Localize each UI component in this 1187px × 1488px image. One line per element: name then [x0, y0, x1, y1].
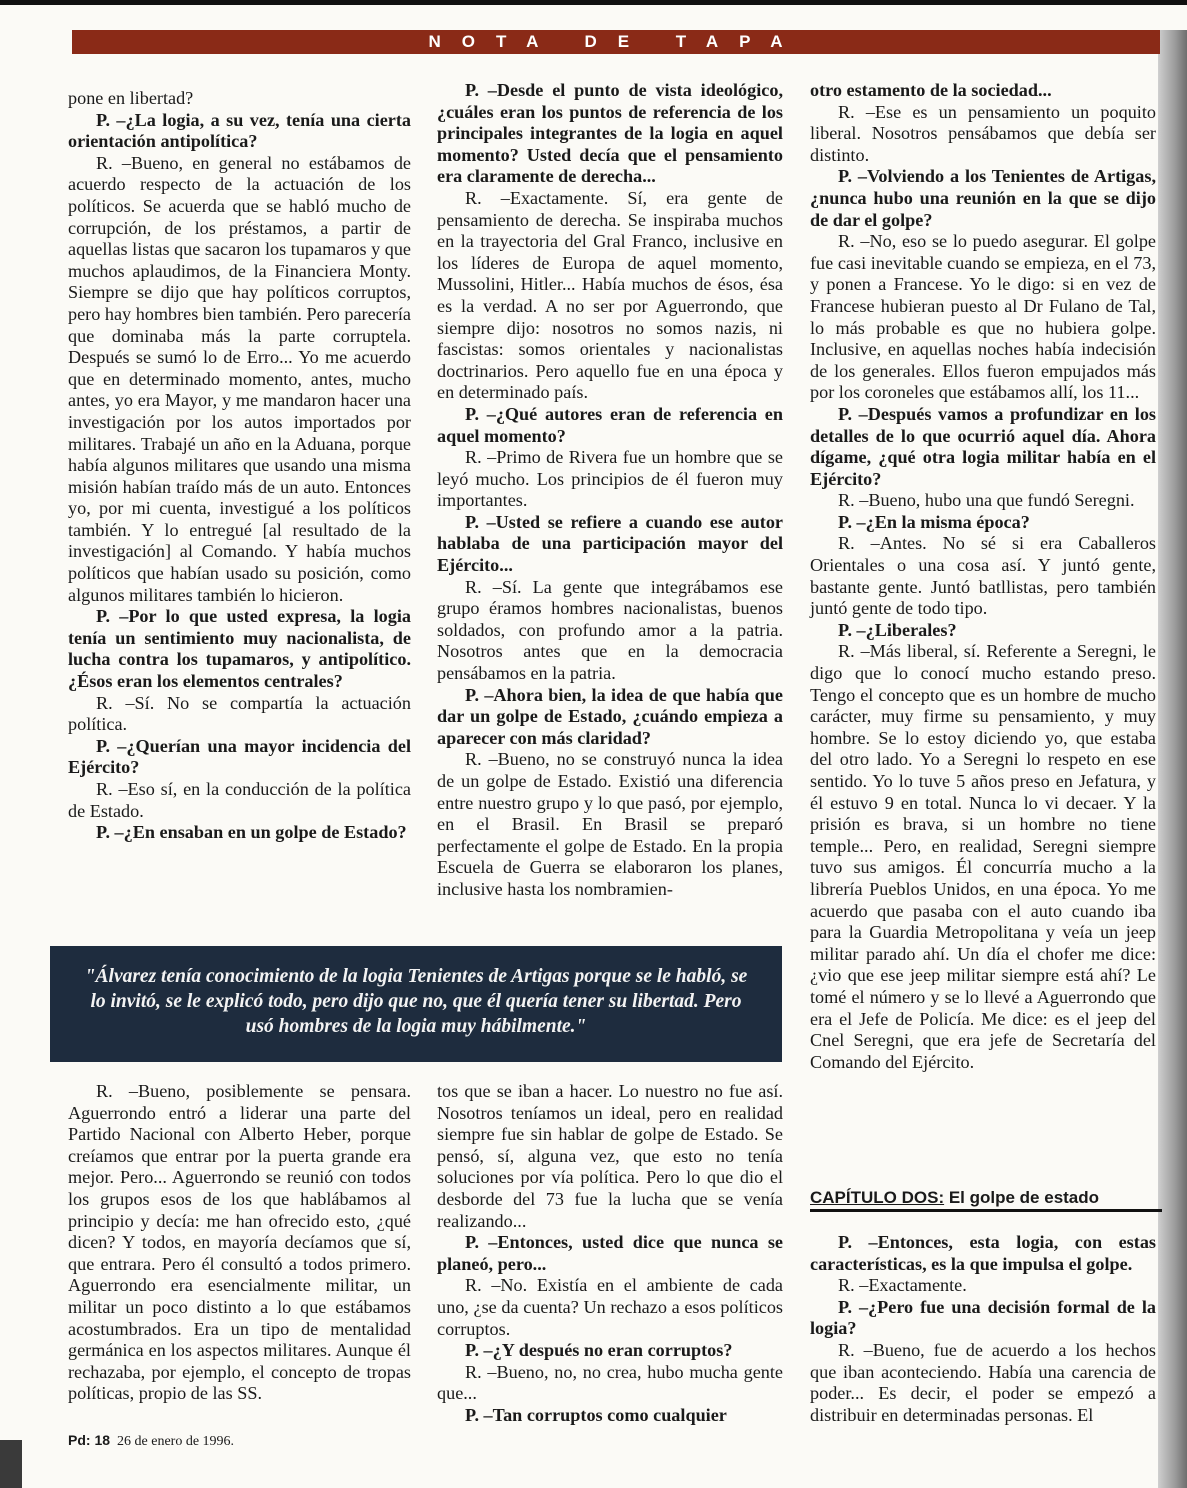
chapter-label: CAPÍTULO DOS: [810, 1188, 945, 1207]
interview-answer: R. –Ese es un pensamiento un poquito liberal. Nosotros pensábamos que debía ser distinto. [810, 101, 1156, 165]
interview-answer: R. –No. Existía en el ambiente de cada uno, ¿se da cuenta? Un rechazo a esos políticos corruptos. [437, 1275, 783, 1339]
interview-answer: R. –Sí. La gente que integrábamos ese grupo éramos hombres nacionalistas, buenos soldados, con profundo amor a la patria. Nosotros antes que en la democracia pensábamos en la patria. [437, 576, 783, 684]
interview-question: P. –¿Liberales? [838, 619, 957, 640]
page-footer [68, 1432, 234, 1450]
interview-answer: R. –Sí. No se compartía la actuación política. [68, 692, 411, 735]
interview-answer: R. –Bueno, no se construyó nunca la idea de un golpe de Estado. Existió una diferencia entre nuestro grupo y lo que pasó, por ejemplo, en el Brasil. En Brasil se preparó perfectamente el golpe de Estado. En la propia Escuela de Guerra se elaboraron los planes, inclusive hasta los nombramien- [437, 749, 783, 899]
interview-question: P. –¿En ensaban en un golpe de Estado? [96, 822, 407, 843]
chapter-heading [810, 1188, 1162, 1212]
issue-date: 26 de enero de 1996. [117, 1434, 235, 1449]
interview-question: otro estamento de la sociedad... [810, 80, 1052, 100]
interview-answer: pone en libertad? [68, 88, 194, 108]
interview-answer: tos que se iban a hacer. Lo nuestro no fue así. Nosotros teníamos un ideal, pero en realidad siempre fue sin hablar de golpe de Estado. Se pensó, sí, alguna vez, que esto no tenía soluciones por vía política. Pero lo que dio el desborde del 73 fue la lucha que se venía realizando... [437, 1081, 783, 1231]
interview-question: P. –¿Pero fue una decisión formal de la logia? [810, 1296, 1156, 1339]
text-column-2 [437, 80, 783, 901]
interview-question: P. –¿Querían una mayor incidencia del Ejército? [68, 735, 411, 778]
interview-question: P. –Volviendo a los Tenientes de Artigas, ¿nunca hubo una reunión en la que se dijo de dar el golpe? [810, 166, 1156, 230]
interview-question: P. –Ahora bien, la idea de que había que dar un golpe de Estado, ¿cuándo empieza a aparecer con más claridad? [437, 684, 783, 748]
interview-question: P. –¿La logia, a su vez, tenía una cierta orientación antipolítica? [68, 109, 411, 152]
interview-question: P. –¿Qué autores eran de referencia en aquel momento? [437, 403, 783, 446]
text-column-4 [68, 1081, 411, 1405]
pull-quote: "Álvarez tenía conocimiento de la logia Tenientes de Artigas porque se le habló, se lo invitó, se le explicó todo, pero dijo que no, que él quería tener su libertad. Pero usó hombres de la logia muy hábilmente." [50, 946, 782, 1062]
text-column-1 [68, 88, 411, 844]
interview-answer: R. –Bueno, no, no crea, hubo mucha gente que... [437, 1361, 783, 1404]
page-number: Pd: 18 [68, 1432, 111, 1448]
text-column-6 [810, 1232, 1156, 1426]
binding-mark [0, 1440, 22, 1488]
interview-question: P. –Entonces, esta logia, con estas características, es la que impulsa el golpe. [810, 1232, 1156, 1274]
interview-answer: R. –Más liberal, sí. Referente a Seregni, le digo que lo conocí mucho estando preso. Tengo el concepto que es un hombre de mucho carácter, muy firme su pensamiento, y muy hombre. Se lo estoy diciendo yo, que estaba del otro lado. Yo a Seregni lo respeto en ese sentido. Yo lo tuve 5 años preso en Jefatura, y él estuvo 9 en total. Nunca lo vi decaer. Y la prisión es brava, si un hombre no tiene temple... Pero, en realidad, Seregni siempre tuvo sus amigos. Él concurría mucho a la librería Pueblos Unidos, en una época. Yo me acuerdo que pasaba con el auto cuando iba para la Guardia Metropolitana y veía un jeep militar parado ahí. Un día el chofer me dice: ¿vio que ese jeep militar siempre está ahí? Le tomé el número y se lo llevé a Aguerrondo que era el Jefe de Policía. Me dice: es el jeep del Cnel Seregni, que era jefe de Secretaría del Comando del Ejército. [810, 641, 1156, 1072]
interview-question: P. –Entonces, usted dice que nunca se planeó, pero... [437, 1232, 783, 1274]
interview-question: P. –Usted se refiere a cuando ese autor hablaba de una participación mayor del Ejército... [437, 511, 783, 576]
interview-answer: R. –Primo de Rivera fue un hombre que se leyó mucho. Los principios de él fueron muy importantes. [437, 447, 783, 511]
interview-question: P. –Por lo que usted expresa, la logia tenía un sentimiento muy nacionalista, de lucha contra los tupamaros, y antipolítico. ¿Ésos eran los elementos centrales? [68, 606, 411, 692]
section-header: NOTA DE TAPA [72, 30, 1160, 54]
interview-answer: R. –Bueno, posiblemente se pensara. Aguerrondo entró a liderar una parte del Partido Nacional con Alberto Heber, porque creíamos que entrar por la puerta grande era mejor. Pero... Aguerrondo se reunió con todos los grupos esos de los que hablábamos al principio y decía: me han ofrecido esto, ¿qué dicen? Y todos, en mayoría decíamos que sí, que entrara. Pero él consultó a todos primero. Aguerrondo era esencialmente militar, un militar un poco distinto a lo que estábamos acostumbrados. Era un tipo de mentalidad germánica en los aspectos militares. Aunque él rechazaba, por ejemplo, el concepto de tropas políticas, propio de las SS. [68, 1081, 411, 1404]
chapter-title: El golpe de estado [944, 1188, 1100, 1207]
text-column-3 [810, 80, 1156, 1073]
interview-answer: R. –Antes. No sé si era Caballeros Orientales o una cosa así. Y juntó gente, bastante gente. Juntó batllistas, pero también juntó gente de todo tipo. [810, 533, 1156, 619]
interview-answer: R. –Eso sí, en la conducción de la política de Estado. [68, 779, 411, 821]
interview-answer: R. –Bueno, en general no estábamos de acuerdo respecto de la actuación de los políticos. Se acuerda que se habló mucho de corrupción, de los préstamos, a partir de aquellas listas que sacaron los tupamaros y que muchos aplaudimos, de la Financiera Monty. Siempre se dijo que hay políticos corruptos, pero hay hombres bien también. Pero parecería que dominaba más la parte corruptela. Después se sumó lo de Erro... Yo me acuerdo que en determinado momento, antes, mucho antes, yo era Mayor, y me mandaron hacer una investigación por los autos importados por militares. Trabajé un año en la Aduana, porque había algunos militares que usando una misma misión habían traído más de un auto. Entonces yo, por mi cuenta, investigué a los políticos también. Y lo entregué [al resultado de la investigación] al Comando. Y había muchos políticos que habían usado su posición, como algunos militares también lo hicieron. [68, 152, 411, 605]
interview-answer: R. –Bueno, fue de acuerdo a los hechos que iban aconteciendo. Había una carencia de poder... Es decir, el poder se empezó a distribuir en determinadas personas. El [810, 1339, 1156, 1425]
page-fold-edge [1158, 30, 1187, 1488]
interview-question: P. –Después vamos a profundizar en los detalles de lo que ocurrió aquel día. Ahora dígame, ¿qué otra logia militar había en el Ejército? [810, 403, 1156, 489]
interview-answer: R. –No, eso se lo puedo asegurar. El golpe fue casi inevitable cuando se empieza, en el 73, y ponen a Francese. Yo le digo: si en vez de Francese hubieran puesto al Dr Fulano de Tal, lo más probable es que no hubiera golpe. Inclusive, en aquellas noches había indecisión de los generales. Ellos fueron empujados más por los coroneles que estábamos allí, los 11... [810, 231, 1156, 403]
interview-question: P. –Tan corruptos como cualquier [465, 1404, 727, 1425]
interview-question: P. –¿En la misma época? [838, 511, 1030, 532]
top-rule [0, 0, 1187, 5]
interview-question: P. –Desde el punto de vista ideológico, ¿cuáles eran los puntos de referencia de los principales integrantes de la logia en aquel momento? Usted decía que el pensamiento era claramente de derecha... [437, 80, 783, 187]
interview-question: P. –¿Y después no eran corruptos? [465, 1340, 733, 1361]
interview-answer: R. –Bueno, hubo una que fundó Seregni. [838, 490, 1135, 511]
text-column-5 [437, 1081, 783, 1427]
interview-answer: R. –Exactamente. [838, 1275, 967, 1296]
interview-answer: R. –Exactamente. Sí, era gente de pensamiento de derecha. Se inspiraba muchos en la trayectoria del Gral Franco, inclusive en los líderes de Europa de aquel momento, Mussolini, Hitler... Había muchos de ésos, ésa es la verdad. A no ser por Aguerrondo, que siempre dijo: nosotros no somos nazis, ni fascistas: somos orientales y nacionalistas doctrinarios. Pero aquello fue en una época y en determinado país. [437, 187, 783, 403]
